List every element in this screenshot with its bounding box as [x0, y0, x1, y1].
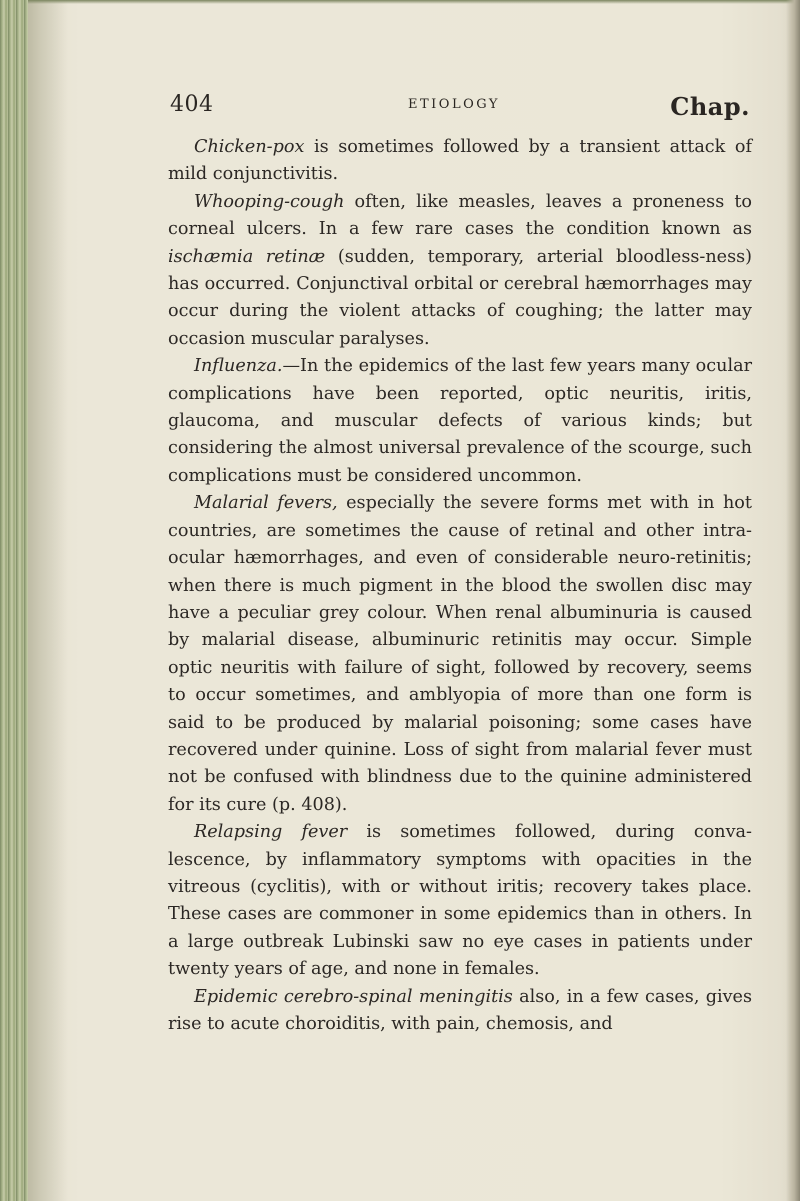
- paragraph-lead: Malarial fevers,: [194, 493, 338, 514]
- paragraph-lead: Epidemic cerebro-spinal meningitis: [194, 986, 513, 1007]
- paragraph-lead: Whooping-cough: [194, 191, 345, 212]
- paragraph-influenza: [168, 353, 752, 490]
- page-top-edge: [28, 0, 800, 4]
- gutter-shadow: [28, 0, 68, 1201]
- paragraph-text: is sometimes followed by a transient attack of mild conjunctivitis.: [168, 137, 752, 185]
- paragraph-malarial-fevers: [168, 490, 752, 819]
- section-title: ETIOLOGY: [408, 97, 500, 112]
- paragraph-text: especially the severe forms met with in hot countries, are sometimes the cause of retinal and other intra-ocular hæmorrhages, and even of considerable neuro-retinitis; when there is much pigment in the blood the swollen disc may have a peculiar grey colour. When renal albuminuria is caused by malarial disease, albuminuric retinitis may occur. Simple optic neuritis with failure of sight, followed by recovery, seems to occur sometimes, and amblyopia of more than one form is said to be produced by malarial poisoning; some cases have recovered under quinine. Loss of sight from malarial fever must not be confused with blindness due to the quinine administered for its cure (p. 408).: [168, 493, 752, 815]
- chapter-label: Chap.: [670, 92, 750, 121]
- book-binding-gutter: [0, 0, 28, 1201]
- medical-term: ischæmia retinæ: [168, 246, 326, 267]
- paragraph-text: (sudden, temporary, arterial bloodless-ness) has occurred. Conjunctival orbital or cerebral hæmorrhages may occur during the violent attacks of coughing; the latter may occasion muscular paralyses.: [168, 246, 752, 349]
- body-text: [168, 134, 752, 1038]
- page-right-edge: [786, 0, 800, 1201]
- paragraph-epidemic-meningitis: [168, 984, 752, 1039]
- page-number: 404: [170, 92, 214, 117]
- paragraph-text: —In the epidemics of the last few years many ocular complications have been reported, optic neuritis, iritis, glaucoma, and muscular defects of various kinds; but considering the almost universal prevalence of the scourge, such complications must be considered uncommon.: [168, 356, 752, 486]
- paragraph-lead: Chicken-pox: [194, 137, 305, 157]
- paragraph-relapsing-fever: [168, 819, 752, 983]
- paragraph-whooping-cough: [168, 189, 752, 353]
- running-header: [170, 92, 750, 124]
- paragraph-lead: Influenza.: [194, 356, 283, 377]
- paragraph-text: is sometimes followed, during conva-lescence, by inflammatory symptoms with opacities in the vitreous (cyclitis), with or without iritis; recovery takes place. These cases are commoner in some epidemics than in others. In a large outbreak Lubinski saw no eye cases in patients under twenty years of age, and none in females.: [168, 822, 752, 980]
- paragraph-lead: Relapsing fever: [194, 822, 348, 843]
- paragraph-text: often, like measles, leaves a proneness to corneal ulcers. In a few rare cases the condition known as: [168, 191, 752, 240]
- paragraph-chicken-pox: [168, 134, 752, 189]
- paragraph-text: also, in a few cases, gives rise to acute choroiditis, with pain, chemosis, and: [168, 986, 752, 1034]
